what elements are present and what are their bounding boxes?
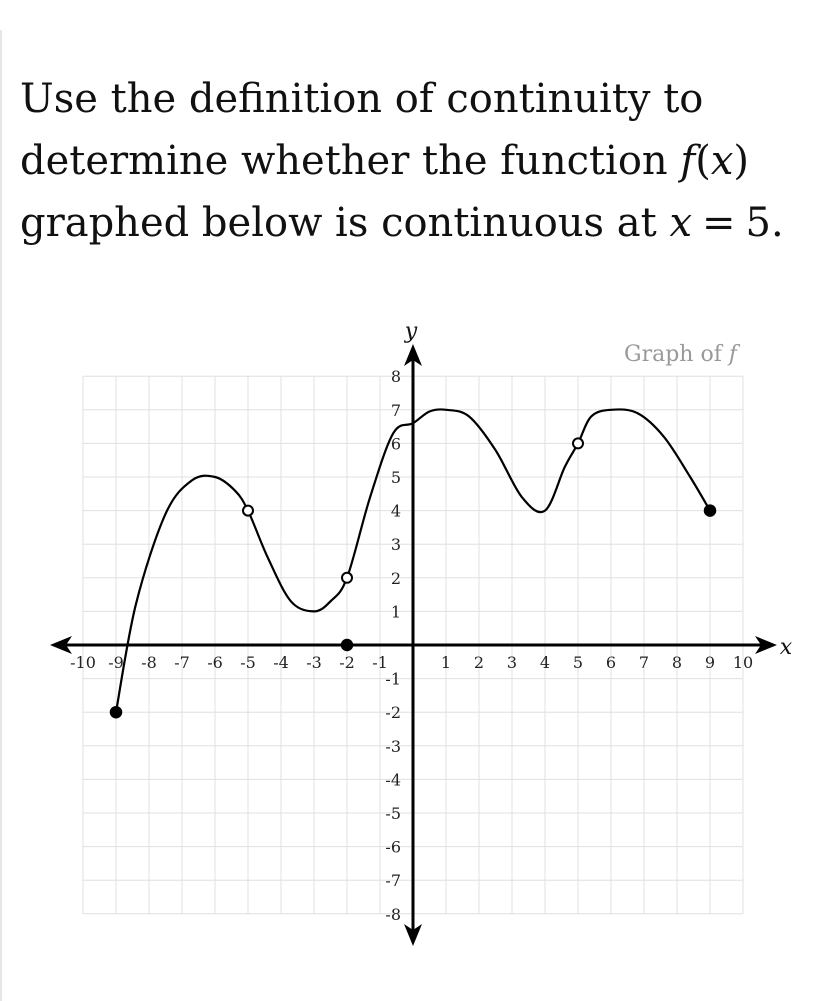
open-point: [243, 506, 253, 516]
x-tick-label: 9: [704, 653, 716, 672]
question-line-2-text: determine whether the function: [20, 138, 681, 184]
x-tick-label: -3: [306, 653, 322, 672]
x-axis-label: x: [779, 635, 793, 660]
y-tick-label: 8: [390, 367, 401, 387]
y-tick-label: 2: [390, 568, 401, 588]
y-tick-label: -6: [385, 837, 401, 857]
x-tick-label: -2: [339, 653, 355, 672]
y-tick-label: -1: [385, 669, 401, 689]
x-tick-label: -5: [240, 653, 256, 672]
x-tick-label: -9: [108, 653, 124, 672]
x-tick-label: 4: [539, 653, 551, 672]
equals-sign: =: [702, 200, 736, 246]
x-tick-label: 7: [638, 653, 650, 672]
axes: [50, 344, 777, 946]
y-tick-label: -8: [385, 904, 401, 924]
graph-caption-function: f: [728, 342, 737, 367]
graph-caption-text: Graph of: [624, 342, 729, 367]
y-tick-label: -2: [385, 703, 401, 723]
paren-close: ): [733, 138, 750, 184]
x-tick-label: -1: [372, 653, 388, 672]
x-tick-label: 6: [605, 653, 617, 672]
x-tick-label: -6: [207, 653, 223, 672]
x-tick-label: -10: [70, 653, 96, 672]
question-line-1: Use the definition of continuity to: [20, 76, 704, 122]
function-name: f: [680, 138, 696, 184]
open-point: [573, 438, 583, 448]
equation-variable: x: [669, 200, 692, 246]
y-tick-label: -4: [385, 770, 401, 790]
y-tick-label: 6: [390, 434, 401, 454]
question-line-3: [20, 192, 810, 254]
x-tick-label: 3: [506, 653, 518, 672]
y-tick-label: 5: [390, 468, 401, 487]
question-line-3-text: graphed below is continuous at: [20, 200, 670, 246]
y-tick-label: -3: [385, 736, 401, 756]
function-variable: x: [710, 138, 734, 184]
closed-point: [111, 707, 122, 718]
question-line-2: [20, 130, 810, 192]
equation-value: 5.: [745, 200, 784, 246]
y-tick-label: -7: [385, 871, 401, 891]
closed-point: [342, 640, 353, 651]
x-tick-label: 1: [440, 653, 452, 672]
function-graph: [0, 300, 828, 1000]
y-tick-label: 1: [390, 602, 401, 622]
y-tick-label: 7: [390, 400, 401, 420]
open-point: [342, 573, 352, 583]
x-tick-label: 2: [473, 653, 485, 672]
y-axis-label: y: [404, 319, 418, 344]
closed-point: [705, 505, 716, 516]
y-tick-label: 3: [390, 535, 401, 555]
x-tick-label: 10: [732, 653, 754, 672]
x-tick-label: -7: [174, 653, 190, 672]
paren-open: (: [695, 138, 711, 184]
y-tick-label: -5: [385, 804, 401, 823]
y-tick-label: 4: [390, 501, 401, 521]
x-tick-label: 8: [671, 653, 683, 672]
graph-caption: [624, 342, 741, 367]
x-tick-label: 5: [572, 653, 584, 672]
x-tick-label: -4: [273, 653, 289, 672]
question-text: [20, 68, 810, 254]
x-tick-label: -8: [141, 653, 157, 672]
